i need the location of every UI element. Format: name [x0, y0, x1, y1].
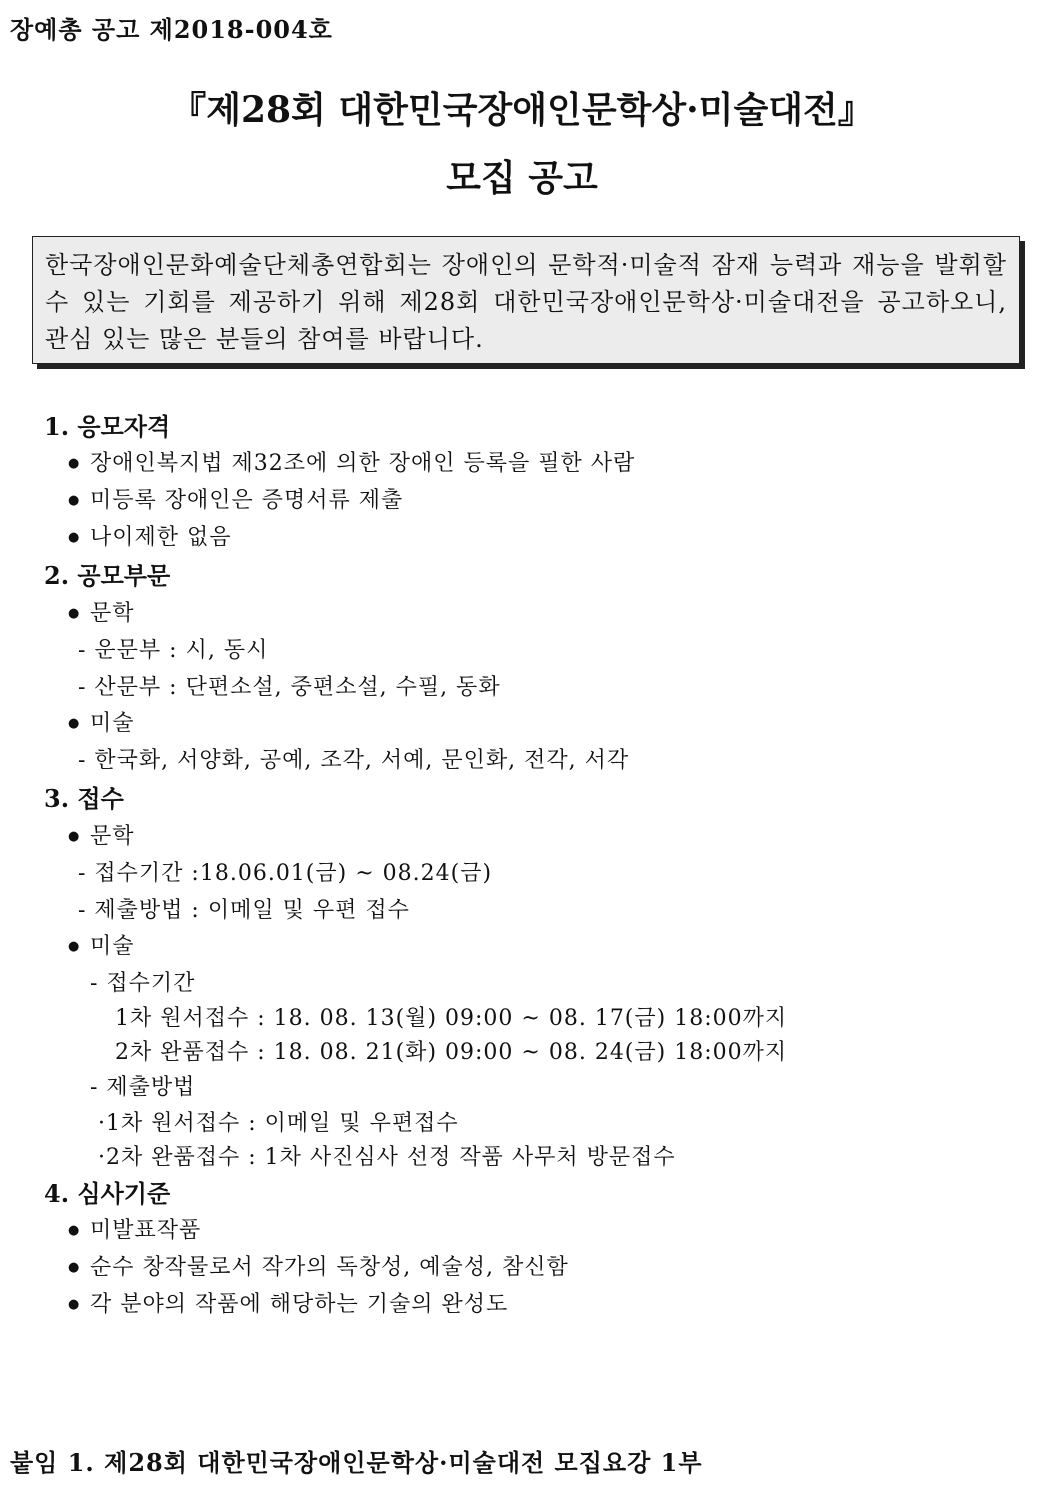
list-subitem: - 산문부 : 단편소설, 중편소설, 수필, 동화	[78, 675, 501, 700]
intro-box: 한국장애인문화예술단체총연합회는 장애인의 문학적·미술적 잠재 능력과 재능을 발휘할 수 있는 기회를 제공하기 위해 제28회 대한민국장애인문학상·미술대전을 공고하오니, 관심 있는 많은 분들의 참여를 바랍니다.	[32, 236, 1020, 364]
list-subitem: - 운문부 : 시, 동시	[78, 638, 269, 663]
list-item: ● 장애인복지법 제32조에 의한 장애인 등록을 필한 사람	[90, 446, 635, 482]
notice-number: 장예총 공고 제2018-004호	[10, 15, 333, 44]
list-item: ● 순수 창작물로서 작가의 독창성, 예술성, 참신함	[90, 1250, 569, 1286]
list-item: ● 미술	[90, 706, 135, 742]
list-subitem: - 제출방법 : 이메일 및 우편 접수	[78, 898, 410, 923]
section-4-title: 4. 심사기준	[44, 1179, 171, 1208]
list-subitem: ·1차 원서접수 : 이메일 및 우편접수	[98, 1111, 459, 1136]
section-2-title: 2. 공모부문	[44, 561, 171, 590]
list-subitem: ·2차 완품접수 : 1차 사진심사 선정 작품 사무처 방문접수	[98, 1145, 676, 1170]
list-subitem: 2차 완품접수 : 18. 08. 21(화) 09:00 ~ 08. 24(금) 18:00까지	[115, 1040, 788, 1065]
list-item: ● 미발표작품	[90, 1213, 201, 1249]
list-item: ● 미술	[90, 929, 135, 965]
attachment-note: 붙임 1. 제28회 대한민국장애인문학상·미술대전 모집요강 1부	[10, 1448, 703, 1477]
list-item: ● 문학	[90, 596, 135, 632]
list-item: ● 문학	[90, 819, 135, 855]
list-subitem: - 한국화, 서양화, 공예, 조각, 서예, 문인화, 전각, 서각	[78, 748, 630, 773]
list-item: ● 각 분야의 작품에 해당하는 기술의 완성도	[90, 1287, 508, 1323]
list-subitem: - 접수기간	[90, 971, 196, 996]
list-subitem: - 접수기간 :18.06.01(금) ~ 08.24(금)	[78, 861, 493, 886]
list-item: ● 미등록 장애인은 증명서류 제출	[90, 483, 403, 519]
list-subitem: - 제출방법	[90, 1075, 196, 1100]
document-title: 『제28회 대한민국장애인문학상·미술대전』	[170, 89, 874, 131]
document-subtitle: 모집 공고	[446, 157, 598, 199]
section-1-title: 1. 응모자격	[44, 412, 171, 441]
list-item: ● 나이제한 없음	[90, 520, 232, 556]
section-3-title: 3. 접수	[44, 784, 124, 813]
list-subitem: 1차 원서접수 : 18. 08. 13(월) 09:00 ~ 08. 17(금) 18:00까지	[115, 1006, 788, 1031]
